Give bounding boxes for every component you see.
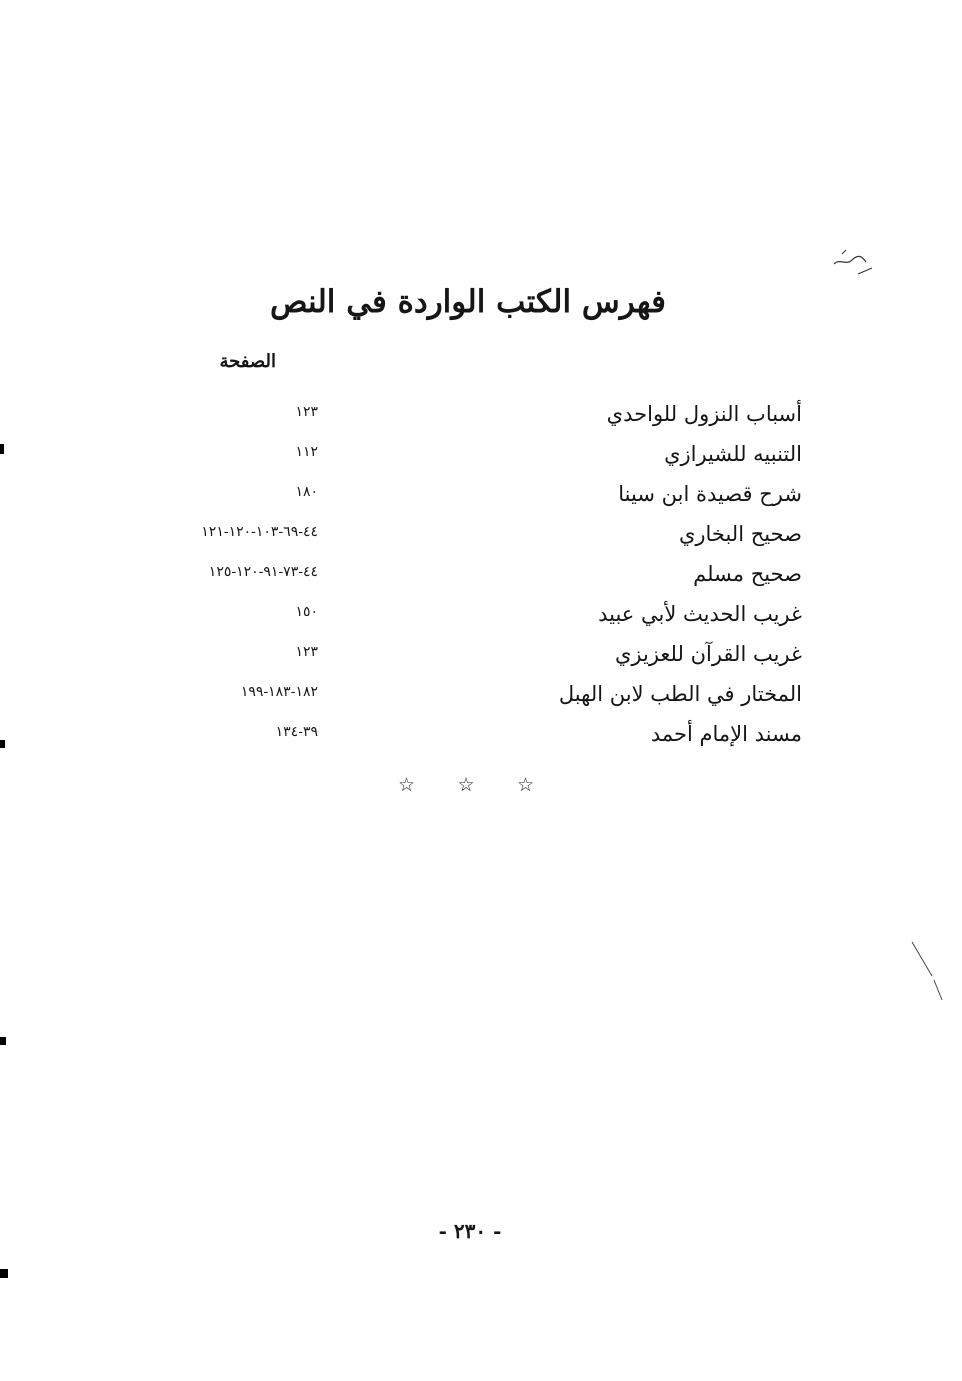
index-title: فهرس الكتب الواردة في النص [270,284,666,320]
index-entry [150,674,802,714]
book-page-numbers: ٣٩-١٣٤ [275,724,318,740]
book-page-numbers: ١٨٠ [295,484,318,500]
book-title: أسباب النزول للواحدي [606,402,802,426]
index-entry [150,594,802,634]
book-page-numbers: ١١٢ [295,444,318,460]
book-title: غريب الحديث لأبي عبيد [598,602,802,626]
book-page-numbers: ١٥٠ [295,604,318,620]
book-title: المختار في الطب لابن الهبل [558,682,802,706]
index-entry [150,714,802,754]
book-title: غريب القرآن للعزيزي [614,642,802,666]
book-title: مسند الإمام أحمد [650,722,802,746]
book-page-numbers: ٤٤-٧٣-٩١-١٢٠-١٢٥ [208,564,318,580]
book-page-numbers: ١٨٢-١٨٣-١٩٩ [240,684,318,700]
book-title: صحيح البخاري [678,522,802,546]
book-title: التنبيه للشيرازي [664,442,802,466]
book-page-numbers: ١٢٣ [295,644,318,660]
scan-mark [0,444,4,454]
page-column-header: الصفحة [219,351,276,372]
page-number: - ٢٣٠ - [438,1219,502,1243]
index-entry [150,394,802,434]
index-entry [150,634,802,674]
scan-mark [0,1269,8,1278]
index-entry [150,474,802,514]
scan-stroke [908,940,948,1004]
scan-scribble [828,240,878,284]
book-title: صحيح مسلم [693,562,802,586]
star-outline-icon: ☆ [457,774,475,796]
index-entry [150,514,802,554]
star-outline-icon: ☆ [398,774,416,796]
book-title: شرح قصيدة ابن سينا [618,482,802,506]
book-index-list [150,394,802,754]
section-separator [398,770,534,800]
book-page-numbers: ٤٤-٦٩-١٠٣-١٢٠-١٢١ [201,524,318,540]
scan-mark [0,740,5,748]
book-page-numbers: ١٢٣ [295,404,318,420]
index-entry [150,554,802,594]
index-entry [150,434,802,474]
star-outline-icon: ☆ [516,774,534,796]
scan-mark [0,1037,6,1045]
